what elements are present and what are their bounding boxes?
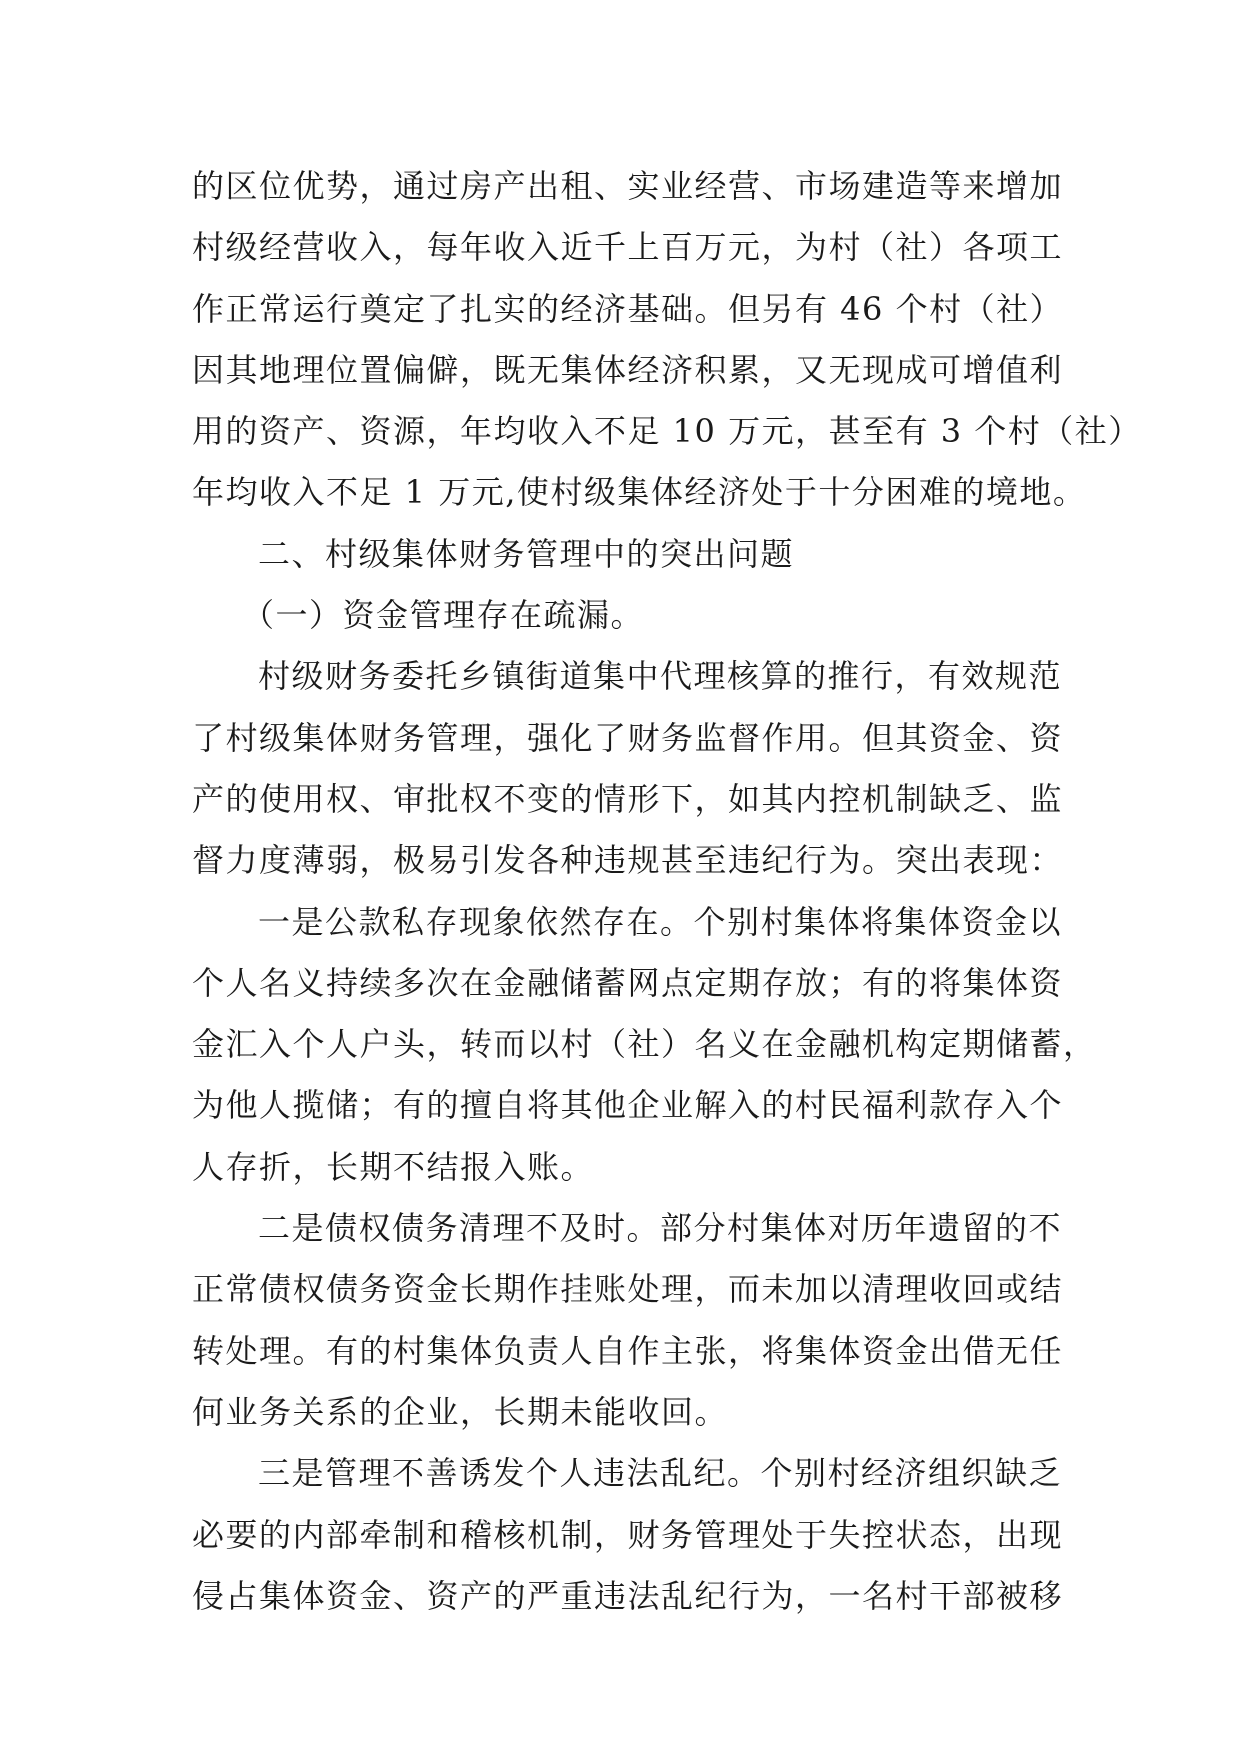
text-line: 年均收入不足 1 万元,使村级集体经济处于十分困难的境地。 — [192, 473, 1087, 512]
section-heading: 二、村级集体财务管理中的突出问题 — [258, 534, 795, 573]
text-line: 的区位优势，通过房产出租、实业经营、市场建造等来增加 — [192, 167, 1064, 205]
text-line: 侵占集体资金、资产的严重违法乱纪行为，一名村干部被移 — [192, 1576, 1064, 1615]
paragraph-first-line: 三是管理不善诱发个人违法乱纪。个别村经济组织缺乏 — [258, 1454, 1063, 1493]
paragraph-first-line: 一是公款私存现象依然存在。个别村集体将集体资金以 — [258, 902, 1063, 941]
text-line: 转处理。有的村集体负责人自作主张，将集体资金出借无任 — [192, 1331, 1064, 1370]
text-line: 了村级集体财务管理，强化了财务监督作用。但其资金、资 — [192, 718, 1064, 757]
text-line: 人存折，长期不结报入账。 — [192, 1147, 595, 1186]
text-line: 督力度薄弱，极易引发各种违规甚至违纪行为。突出表现： — [192, 841, 1064, 880]
text-line: 村级经营收入，每年收入近千上百万元，为村（社）各项工 — [192, 228, 1064, 267]
paragraph-first-line: 村级财务委托乡镇街道集中代理核算的推行，有效规范 — [258, 657, 1063, 696]
text-line: 正常债权债务资金长期作挂账处理，而未加以清理收回或结 — [192, 1270, 1064, 1309]
text-line: 用的资产、资源，年均收入不足 10 万元，甚至有 3 个村（社） — [192, 412, 1142, 451]
text-line: 金汇入个人户头，转而以村（社）名义在金融机构定期储蓄， — [192, 1025, 1097, 1064]
text-line: 何业务关系的企业，长期未能收回。 — [192, 1392, 729, 1431]
text-line: 为他人揽储；有的擅自将其他企业解入的村民福利款存入个 — [192, 1086, 1064, 1125]
document-body — [192, 156, 1142, 1627]
text-line: 个人名义持续多次在金融储蓄网点定期存放；有的将集体资 — [192, 963, 1064, 1002]
text-line: 产的使用权、审批权不变的情形下，如其内控机制缺乏、监 — [192, 779, 1064, 818]
text-line: 因其地理位置偏僻，既无集体经济积累，又无现成可增值利 — [192, 350, 1064, 389]
paragraph-first-line: 二是债权债务清理不及时。部分村集体对历年遗留的不 — [258, 1209, 1063, 1248]
subsection-heading: （一）资金管理存在疏漏。 — [242, 596, 645, 635]
text-line: 作正常运行奠定了扎实的经济基础。但另有 46 个村（社） — [192, 289, 1064, 328]
text-line: 必要的内部牵制和稽核机制，财务管理处于失控状态，出现 — [192, 1515, 1064, 1554]
